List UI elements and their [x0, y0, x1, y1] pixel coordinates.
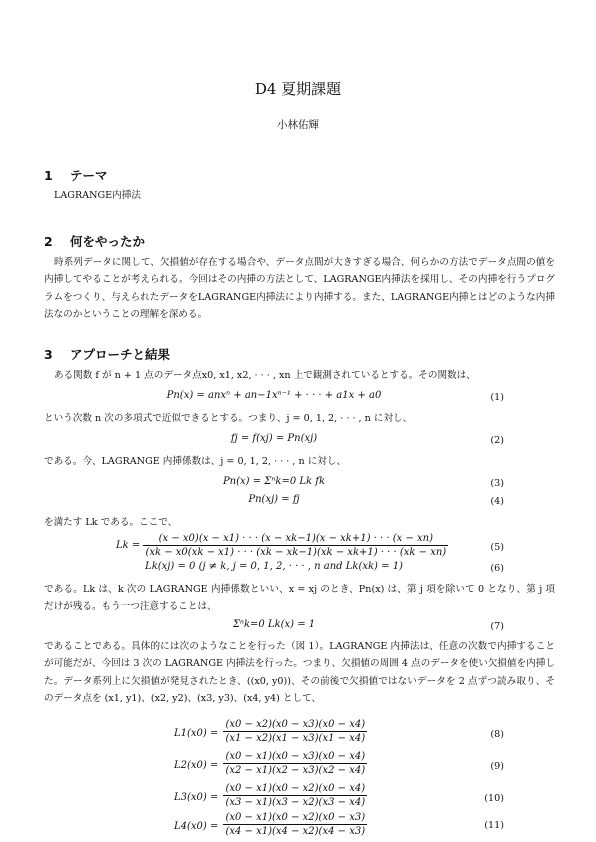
equation-number: (5) [490, 542, 504, 553]
equation-number: (9) [490, 761, 504, 772]
paragraph-3: である。今、LAGRANGE 内挿係数は、j = 0, 1, 2, · · · , n に対し、 [44, 456, 347, 467]
equation-number: (10) [484, 793, 504, 804]
fraction [223, 751, 367, 776]
equation-11 [174, 812, 367, 837]
section-title: アプローチと結果 [70, 347, 171, 362]
numerator: (x0 − x1)(x0 − x2)(x0 − x4) [225, 783, 366, 794]
equation-9 [174, 751, 367, 776]
page-title: D4 夏期課題 [254, 80, 342, 98]
equation-1: Pn(x) = anxⁿ + an−1xⁿ⁻¹ + · · · + a1x + a0 [166, 390, 382, 401]
section-heading-2 [44, 232, 145, 250]
paragraph-text: ある関数 f が n + 1 点のデータ点x0, x1, x2, · · · , xn 上で観測されているとする。その関数は、 [54, 370, 476, 381]
denominator: (x2 − x1)(x2 − x3)(x2 − x4) [225, 765, 366, 776]
section-2-paragraph [44, 254, 555, 323]
numerator: (x0 − x1)(x0 − x2)(x0 − x3) [225, 812, 366, 823]
paragraph-5: である。Lk は、k 次の LAGRANGE 内挿係数といい、x = xj のとき、Pn(x) は、第 j 項を除いて 0 となり、第 j 項だけが残る。もう一つ注意することは、 [44, 584, 555, 613]
equation-3: Pn(x) = Σⁿk=0 Lk fk [222, 476, 326, 487]
paragraph-2: という次数 n 次の多項式で近似できるとする。つまり、j = 0, 1, 2, · · · , n に対し、 [44, 413, 413, 424]
equation-lhs: Lk = [116, 540, 141, 551]
paragraph-4: を満たす Lk である。ここで、 [44, 517, 178, 528]
equation-number: (4) [490, 496, 504, 507]
fraction [223, 783, 367, 808]
equation-number: (6) [490, 563, 504, 574]
section-title: テーマ [70, 168, 108, 183]
section-heading-1 [44, 166, 108, 184]
equation-number: (8) [490, 729, 504, 740]
fraction [143, 533, 448, 558]
paragraph-6: であることである。具体的には次のようなことを行った（図 1）。LAGRANGE 内挿法は、任意の次数で内挿することが可能だが、今回は 3 次の LAGRANGE 内挿法を行った。つまり、欠損値の周囲 4 点のデータを使い欠損値を内挿した。データ系列上に欠損値が発見されたとき、((x0, y0))、その前後で欠損値ではないデータを 2 点ずつ読み取り、そのデータ点を (x1, y1)、(x2, y2)、(x3, y3)、(x4, y4) として、 [44, 641, 555, 704]
equation-number: (2) [490, 435, 504, 446]
fraction [223, 812, 367, 837]
numerator: (x0 − x1)(x0 − x3)(x0 − x4) [225, 751, 366, 762]
equation-10 [174, 783, 367, 808]
paragraph-1 [44, 367, 555, 384]
equation-4: Pn(xj) = fj [248, 494, 300, 505]
denominator: (x1 − x2)(x1 − x3)(x1 − x4) [225, 733, 366, 744]
equation-7: Σⁿk=0 Lk(x) = 1 [232, 619, 316, 630]
section-number: 2 [44, 234, 53, 249]
denominator: (x3 − x1)(x3 − x2)(x3 − x4) [225, 797, 366, 808]
equation-2: fj = f(xj) = Pn(xj) [230, 433, 318, 444]
equation-number: (1) [490, 392, 504, 403]
equation-number: (11) [484, 820, 504, 831]
section-title: 何をやったか [70, 234, 146, 249]
denominator: (x4 − x1)(x4 − x2)(x4 − x3) [225, 826, 366, 837]
denominator: (xk − x0(xk − x1) · · · (xk − xk−1)(xk − xk+1) · · · (xk − xn) [145, 547, 447, 558]
equation-lhs: L1(x0) = [174, 728, 219, 739]
equation-lhs: L3(x0) = [174, 792, 219, 803]
numerator: (x0 − x2)(x0 − x3)(x0 − x4) [225, 719, 366, 730]
equation-8 [174, 719, 367, 744]
equation-lhs: L4(x0) = [174, 821, 219, 832]
section-number: 3 [44, 347, 53, 362]
fraction [223, 719, 367, 744]
equation-6: Lk(xj) = 0 (j ≠ k, j = 0, 1, 2, · · · , n and Lk(xk) = 1) [145, 561, 403, 572]
equation-5 [116, 533, 448, 558]
paragraph-text: 時系列データに関して、欠損値が存在する場合や、データ点間が大きすぎる場合、何らかの方法でデータ点間の値を内挿してやることが考えられる。今回はその内挿の方法として、LAGRANGE内挿法を採用し、その内挿を行うプログラムをつくり、与えられたデータをLAGRANGE内挿法により内挿する。また、LAGRANGE内挿とはどのような内挿法なのかということの理解を深める。 [44, 257, 555, 320]
section-1-text: LAGRANGE内挿法 [54, 190, 141, 201]
section-heading-3 [44, 345, 170, 363]
equation-number: (7) [490, 621, 504, 632]
section-number: 1 [44, 168, 53, 183]
author: 小林佑輝 [277, 119, 319, 131]
equation-lhs: L2(x0) = [174, 760, 219, 771]
equation-number: (3) [490, 478, 504, 489]
numerator: (x − x0)(x − x1) · · · (x − xk−1)(x − xk+1) · · · (x − xn) [143, 533, 448, 546]
